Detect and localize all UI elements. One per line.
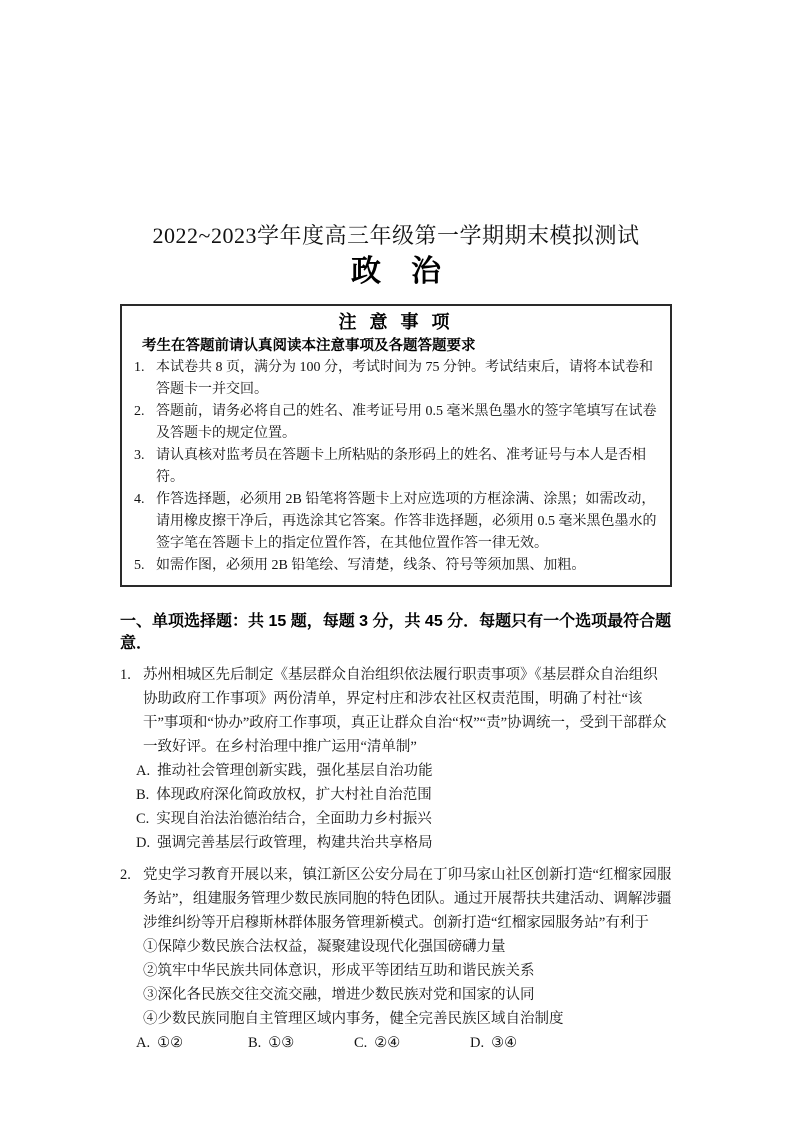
notice-box bbox=[120, 304, 672, 587]
question-2-option-a bbox=[136, 1031, 248, 1055]
question-2 bbox=[120, 863, 672, 1055]
question-2-option-d bbox=[470, 1031, 672, 1055]
subject-title: 政 治 bbox=[351, 255, 441, 288]
question-2-statement-1: ①保障少数民族合法权益，凝聚建设现代化强国磅礴力量 bbox=[143, 939, 506, 955]
option-text: ①② bbox=[157, 1035, 184, 1051]
notice-item-text: 如需作图，必须用 2B 铅笔绘、写清楚，线条、符号等须加黑、加粗。 bbox=[156, 558, 586, 573]
question-2-options-row bbox=[120, 1031, 672, 1055]
notice-item-text: 本试卷共 8 页，满分为 100 分，考试时间为 75 分钟。考试结束后，请将本试卷和答题卡一并交回。 bbox=[156, 360, 653, 397]
notice-item bbox=[132, 401, 660, 445]
notice-header: 注 意 事 项 bbox=[338, 312, 454, 332]
question-text: 党史学习教育开展以来，镇江新区公安分局在丁卯马家山社区创新打造“红榴家园服务站”，组建服务管理少数民族同胞的特色团队。通过开展帮扶共建活动、调解涉疆涉维纠纷等开启穆斯林群体服务管理新模式。创新打造“红榴家园服务站”有利于 bbox=[143, 867, 672, 931]
question-1-stem bbox=[120, 663, 672, 759]
notice-subheader: 考生在答题前请认真阅读本注意事项及各题答题要求 bbox=[142, 338, 476, 354]
question-number: 2. bbox=[120, 867, 131, 883]
notice-item-text: 作答选择题，必须用 2B 铅笔将答题卡上对应选项的方框涂满、涂黑；如需改动，请用橡皮擦干净后，再选涂其它答案。作答非选择题，必须用 0.5 毫米黑色墨水的签字笔在答题卡上的指定位置作答，在其他位置作答一律无效。 bbox=[156, 492, 657, 551]
option-text: 强调完善基层行政管理，构建共治共享格局 bbox=[157, 835, 433, 851]
question-2-option-c bbox=[354, 1031, 470, 1055]
option-text: ②④ bbox=[374, 1035, 401, 1051]
notice-item bbox=[132, 489, 660, 555]
option-text: ③④ bbox=[491, 1035, 518, 1051]
notice-item-number: 1. bbox=[134, 360, 145, 375]
question-1 bbox=[120, 663, 672, 855]
notice-item-number: 4. bbox=[134, 492, 145, 507]
notice-item-number: 5. bbox=[134, 558, 145, 573]
page-content bbox=[120, 0, 672, 1055]
page-title: 2022~2023学年度高三年级第一学期期末模拟测试 bbox=[152, 223, 640, 248]
option-label: B. bbox=[136, 787, 150, 803]
question-1-option-b bbox=[120, 783, 672, 807]
option-label: C. bbox=[354, 1035, 368, 1051]
question-2-statement-2: ②筑牢中华民族共同体意识，形成平等团结互助和谐民族关系 bbox=[143, 963, 535, 979]
notice-item-text: 答题前，请务必将自己的姓名、准考证号用 0.5 毫米黑色墨水的签字笔填写在试卷及答题卡的规定位置。 bbox=[156, 404, 657, 441]
question-2-stem bbox=[120, 863, 672, 935]
notice-item-text: 请认真核对监考员在答题卡上所粘贴的条形码上的姓名、准考证号与本人是否相符。 bbox=[156, 448, 646, 485]
option-label: A. bbox=[136, 1035, 151, 1051]
option-text: 体现政府深化简政放权，扩大村社自治范围 bbox=[156, 787, 432, 803]
question-2-option-b bbox=[248, 1031, 354, 1055]
question-2-statement-4: ④少数民族同胞自主管理区域内事务，健全完善民族区域自治制度 bbox=[143, 1011, 564, 1027]
notice-item-number: 3. bbox=[134, 448, 145, 463]
notice-item bbox=[132, 555, 660, 577]
option-text: 推动社会管理创新实践，强化基层自治功能 bbox=[157, 763, 433, 779]
question-text: 苏州相城区先后制定《基层群众自治组织依法履行职责事项》《基层群众自治组织协助政府工作事项》两份清单，界定村庄和涉农社区权责范围，明确了村社“该干”事项和“协办”政府工作事项，真正让群众自治“权”“责”协调统一，受到干部群众一致好评。在乡村治理中推广运用“清单制” bbox=[143, 667, 667, 755]
option-label: C. bbox=[136, 811, 150, 827]
notice-item bbox=[132, 357, 660, 401]
option-label: D. bbox=[470, 1035, 485, 1051]
question-2-statement-3: ③深化各民族交往交流交融，增进少数民族对党和国家的认同 bbox=[143, 987, 535, 1003]
option-label: A. bbox=[136, 763, 151, 779]
notice-item bbox=[132, 445, 660, 489]
notice-item-number: 2. bbox=[134, 404, 145, 419]
question-number: 1. bbox=[120, 667, 131, 683]
option-text: ①③ bbox=[268, 1035, 295, 1051]
question-1-option-a bbox=[120, 759, 672, 783]
section-heading-single-choice: 一、单项选择题：共 15 题，每题 3 分，共 45 分．每题只有一个选项最符合题意． bbox=[120, 613, 672, 652]
option-label: B. bbox=[248, 1035, 262, 1051]
question-1-option-d bbox=[120, 831, 672, 855]
question-1-option-c bbox=[120, 807, 672, 831]
option-text: 实现自治法治德治结合，全面助力乡村振兴 bbox=[156, 811, 432, 827]
option-label: D. bbox=[136, 835, 151, 851]
